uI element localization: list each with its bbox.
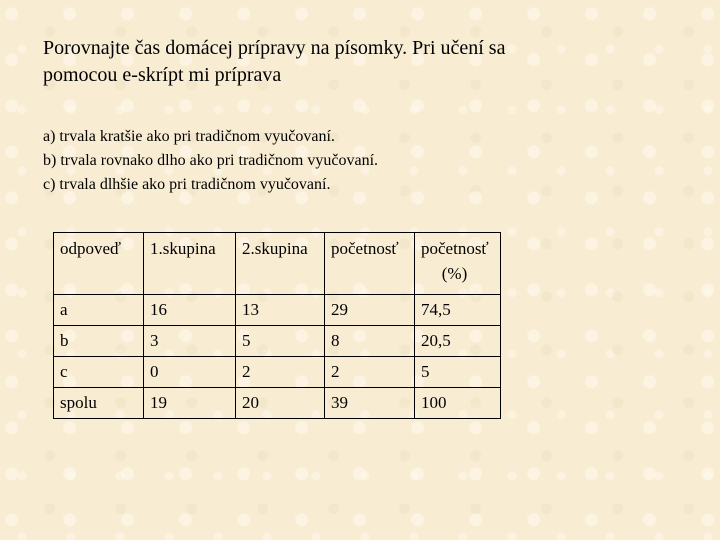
question-title-line-2: pomocou e-skrípt mi príprava [43, 64, 282, 86]
table-cell: 8 [325, 326, 415, 357]
option-a: a) trvala kratšie ako pri tradičnom vyučovaní. [43, 128, 335, 145]
table-cell: 20,5 [415, 326, 501, 357]
table-row [54, 326, 501, 357]
table-cell: 100 [415, 388, 501, 419]
table-row [54, 388, 501, 419]
question-title [43, 35, 683, 89]
table-row [54, 295, 501, 326]
table-cell: 5 [415, 357, 501, 388]
table-cell: 20 [236, 388, 325, 419]
table-cell: 0 [144, 357, 236, 388]
table-cell: b [54, 326, 144, 357]
header-frequency-percent [415, 233, 501, 295]
table-header-row [54, 233, 501, 295]
header-frequency: početnosť [325, 233, 415, 295]
table-cell: 16 [144, 295, 236, 326]
table-cell: 3 [144, 326, 236, 357]
header-group-2: 2.skupina [236, 233, 325, 295]
table-cell: c [54, 357, 144, 388]
table-cell: spolu [54, 388, 144, 419]
table-cell: 19 [144, 388, 236, 419]
table-cell: 13 [236, 295, 325, 326]
table-cell: 2 [325, 357, 415, 388]
header-frequency-percent-unit: (%) [441, 264, 468, 283]
table-cell: 39 [325, 388, 415, 419]
table-cell: 74,5 [415, 295, 501, 326]
answer-options [43, 125, 683, 197]
table-cell: 29 [325, 295, 415, 326]
header-answer: odpoveď [54, 233, 144, 295]
question-title-line-1: Porovnajte čas domácej prípravy na písomky. Pri učení sa [43, 37, 506, 59]
header-group-1: 1.skupina [144, 233, 236, 295]
results-table [53, 232, 501, 419]
table-cell: 2 [236, 357, 325, 388]
table-cell: a [54, 295, 144, 326]
header-frequency-percent-label: početnosť [421, 239, 489, 258]
option-c: c) trvala dlhšie ako pri tradičnom vyučovaní. [43, 176, 331, 193]
table-row [54, 357, 501, 388]
option-b: b) trvala rovnako dlho ako pri tradičnom vyučovaní. [43, 152, 379, 169]
table-cell: 5 [236, 326, 325, 357]
